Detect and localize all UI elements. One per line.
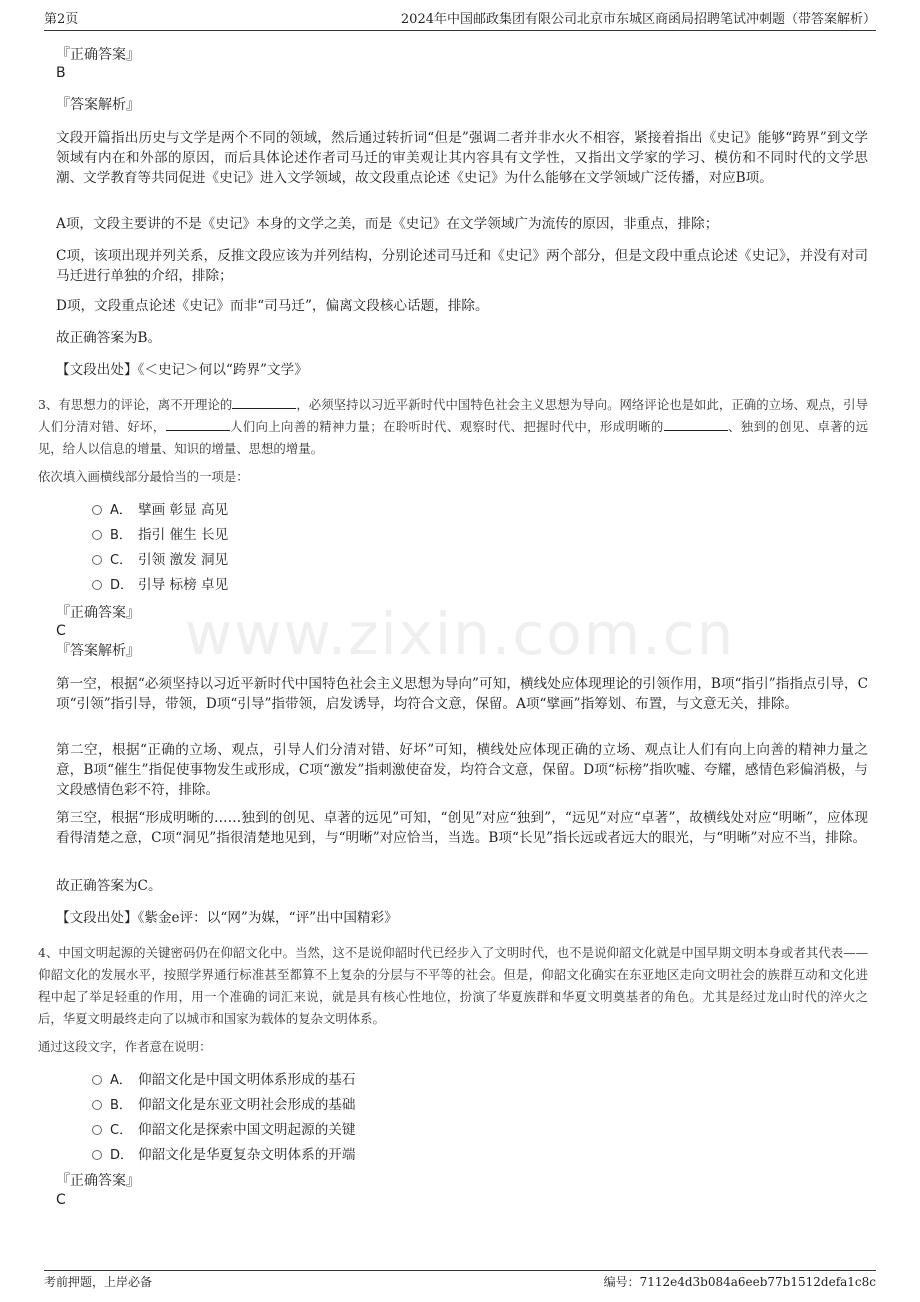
document-title: 2024年中国邮政集团有限公司北京市东城区商函局招聘笔试冲刺题（带答案解析）: [400, 12, 876, 27]
option-d[interactable]: D． 引导 标榜 卓见: [92, 575, 228, 596]
page-footer: [44, 1270, 876, 1289]
analysis-conclusion: 故正确答案为C。: [56, 878, 162, 894]
radio-icon[interactable]: [92, 580, 102, 590]
radio-icon[interactable]: [92, 1125, 102, 1135]
question-prompt: 通过这段文字，作者意在说明：: [38, 1039, 212, 1054]
option-c[interactable]: C． 仰韶文化是探索中国文明起源的关键: [92, 1120, 356, 1141]
fill-blank: [166, 418, 230, 431]
option-a[interactable]: A． 仰韶文化是中国文明体系形成的基石: [92, 1070, 356, 1091]
analysis-paragraph: 第二空，根据“正确的立场、观点，引导人们分清对错、好坏”可知，横线处应体现正确的立场、观点让人们有向上向善的精神力量之意，B项“催生”指促使事物发生或形成，C项“激发”指刺激使奋发，均符合文意，保留。D项“标榜”指吹嘘、夸耀，感情色彩偏消极，与文段感情色彩不符，排除。: [56, 742, 868, 798]
fill-blank: [664, 418, 728, 431]
stem-text: 、独到的创见、卓著的远见，给人以信息的增量、知识的增量、思想的增量。: [38, 419, 869, 456]
fill-blank: [232, 396, 296, 409]
question-stem: 4、中国文明起源的关键密码仍在仰韶文化中。当然，这不是说仰韶时代已经步入了文明时代，也不是说仰韶文化就是中国早期文明本身或者其代表——仰韶文化的发展水平，按照学界通行标准甚至都算不上复杂的分层与不平等的社会。但是，仰韶文化确实在东亚地区走向文明社会的族群互动和文化进程中起了举足轻重的作用，用一个准确的词汇来说，就是具有核心性地位，扮演了华夏族群和华夏文明奠基者的角色。尤其是经过龙山时代的淬火之后，华夏文明最终走向了以城市和国家为载体的复杂文明体系。: [38, 945, 868, 1026]
document-serial: 编号：7112e4d3b084a6eeb77b1512defa1c8c: [603, 1275, 876, 1289]
analysis-conclusion: 故正确答案为B。: [56, 330, 162, 346]
analysis-paragraph: 第一空，根据“必须坚持以习近平新时代中国特色社会主义思想为导向”可知，横线处应体现理论的引领作用，B项“指引”指指点引导，C项“引领”指引导，带领，D项“引导”指带领，启发诱导，均符合文意，保留。A项“擘画”指筹划、布置，与文意无关，排除。: [56, 676, 868, 712]
radio-icon[interactable]: [92, 1075, 102, 1085]
page-number: 第2页: [44, 12, 79, 27]
radio-icon[interactable]: [92, 1150, 102, 1160]
question-prompt: 依次填入画横线部分最恰当的一项是：: [38, 469, 249, 484]
watermark: www.zixin.com.cn: [184, 600, 736, 668]
analysis-paragraph: A项，文段主要讲的不是《史记》本身的文学之美，而是《史记》在文学领域广为流传的原因，非重点，排除；: [56, 216, 719, 232]
answer-label: 『正确答案』: [56, 47, 140, 63]
answer-label: 『正确答案』: [56, 605, 140, 621]
radio-icon[interactable]: [92, 1100, 102, 1110]
option-c[interactable]: C． 引领 激发 洞见: [92, 550, 228, 571]
source-citation: 【文段出处】《＜史记＞何以“跨界”文学》: [56, 362, 308, 378]
answer-value: C: [56, 1192, 66, 1208]
answer-value: C: [56, 623, 66, 639]
analysis-paragraph: 第三空，根据“形成明晰的……独到的创见、卓著的远见”可知，“创见”对应“独到”，“远见”对应“卓著”，故横线处对应“明晰”，应体现看得清楚之意，C项“洞见”指很清楚地见到，与“明晰”对应恰当，当选。B项“长见”指长远或者远大的眼光，与“明晰”对应不当，排除。: [56, 810, 868, 846]
radio-icon[interactable]: [92, 555, 102, 565]
stem-text: 3、有思想力的评论，离不开理论的: [38, 397, 233, 412]
source-citation: 【文段出处】《紫金e评：以“网”为媒，“评”出中国精彩》: [56, 910, 398, 926]
option-b[interactable]: B． 仰韶文化是东亚文明社会形成的基础: [92, 1095, 356, 1116]
radio-icon[interactable]: [92, 505, 102, 515]
option-a[interactable]: A． 擘画 彰显 高见: [92, 500, 228, 521]
analysis-label: 『答案解析』: [56, 97, 140, 113]
analysis-paragraph: D项，文段重点论述《史记》而非“司马迁”，偏离文段核心话题，排除。: [56, 298, 489, 314]
answer-value: B: [56, 65, 66, 81]
analysis-paragraph: C项，该项出现并列关系，反推文段应该为并列结构，分别论述司马迁和《史记》两个部分，但是文段中重点论述《史记》，并没有对司马迁进行单独的介绍，排除；: [56, 248, 868, 284]
option-b[interactable]: B． 指引 催生 长见: [92, 525, 228, 546]
analysis-paragraph: 文段开篇指出历史与文学是两个不同的领域，然后通过转折词“但是”强调二者并非水火不相容，紧接着指出《史记》能够“跨界”到文学领域有内在和外部的原因，而后具体论述作者司马迁的审美观让其内容具有文学性，又指出文学家的学习、模仿和不同时代的文学思潮、文学教育等共同促进《史记》进入文学领域，故文段重点论述《史记》为什么能够在文学领域广泛传播，对应B项。: [56, 130, 868, 186]
page-header: [44, 10, 876, 31]
stem-text: 人们向上向善的精神力量；在聆听时代、观察时代、把握时代中，形成明晰的: [229, 419, 664, 434]
footer-slogan: 考前押题，上岸必备: [44, 1275, 153, 1289]
question-stem: [38, 394, 868, 460]
answer-label: 『正确答案』: [56, 1173, 140, 1189]
analysis-label: 『答案解析』: [56, 643, 140, 659]
radio-icon[interactable]: [92, 530, 102, 540]
stem-text: ，必须坚持以习近平新时代中国特色社会主义思想为导向。网络评论也是如此，正确的立场、观点，引导人们分清对错、好坏，: [38, 397, 869, 434]
option-d[interactable]: D． 仰韶文化是华夏复杂文明体系的开端: [92, 1145, 356, 1166]
